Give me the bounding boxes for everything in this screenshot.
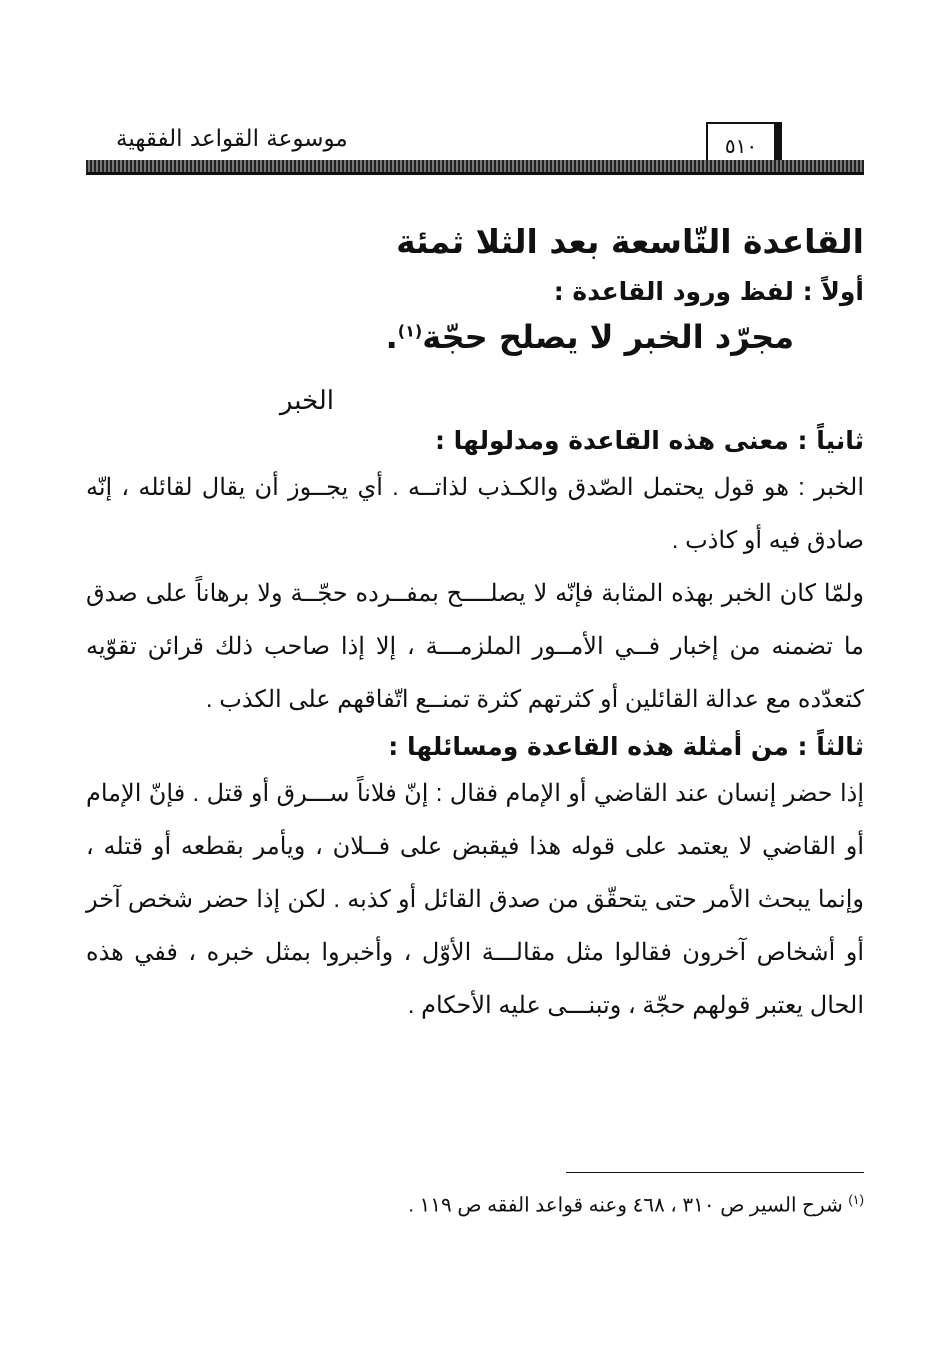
running-header-title: موسوعة القواعد الفقهية	[116, 126, 348, 152]
paragraph: ولمّا كان الخبر بهذه المثابة فإنّه لا يصلــــح بمفــرده حجّــة ولا برهاناً على صدق ما تضمنه من إخبار فــي الأمــور الملزمـــة ، إلا إذا صاحب ذلك قرائن تقوّيه كتعدّده مع عدالة القائلين أو كثرتهم كثرة تمنــع اتّفاقهم على الكذب .	[86, 580, 864, 713]
header-rule	[86, 160, 864, 174]
keyword-label: الخبر	[279, 386, 334, 416]
page-number: ٥١٠	[724, 134, 758, 158]
rule-statement-end: .	[385, 318, 398, 356]
footnote	[86, 1192, 864, 1218]
section-heading-meaning: ثانياً : معنى هذه القاعدة ومدلولها :	[434, 426, 864, 455]
page-body	[86, 210, 864, 1032]
paragraph: إذا حضر إنسان عند القاضي أو الإمام فقال : إنّ فلاناً ســـرق أو قتل . فإنّ الإمام أو القاضي لا يعتمد على قوله هذا فيقبض على فــلان ، ويأمر بقطعه أو قتله ، وإنما يبحث الأمر حتى يتحقّق من صدق القائل أو كذبه . لكن إذا حضر شخص آخر أو أشخاص آخرون فقالوا مثل مقالـــة الأوّل ، وأخبروا بمثل خبره ، ففي هذه الحال يعتبر قولهم حجّة ، وتبنـــى عليه الأحكام .	[86, 780, 865, 1019]
rule-title: القاعدة التّاسعة بعد الثلا ثمئة	[396, 222, 864, 261]
footnote-marker: (١)	[848, 1192, 864, 1207]
rule-statement	[86, 318, 794, 356]
footnote-text: شرح السير ص ٣١٠ ، ٤٦٨ وعنه قواعد الفقه ص ١١٩ .	[408, 1194, 843, 1217]
rule-statement-text: مجرّد الخبر لا يصلح حجّة	[422, 318, 794, 356]
footnote-ref: (١)	[397, 321, 423, 341]
paragraph: الخبر : هو قول يحتمل الصّدق والكـذب لذاتــه . أي يجــوز أن يقال لقائله ، إنّه صادق فيه أو كاذب .	[86, 474, 864, 554]
section-heading-examples: ثالثاً : من أمثلة هذه القاعدة ومسائلها :	[388, 732, 864, 761]
footnote-separator	[566, 1172, 864, 1173]
section-heading-wording: أولاً : لفظ ورود القاعدة :	[553, 277, 864, 306]
